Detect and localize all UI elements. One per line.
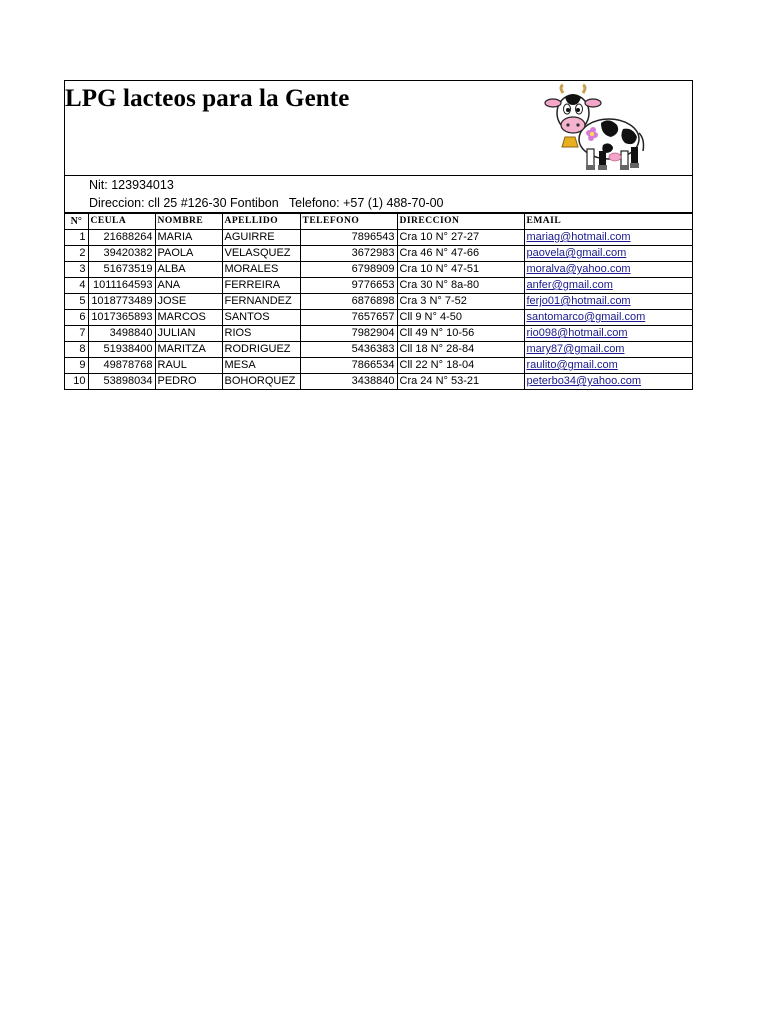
table-row (65, 230, 692, 246)
cell-direccion: Cra 10 N° 47-51 (397, 262, 524, 278)
spreadsheet-page (64, 80, 693, 390)
cell-email[interactable]: peterbo34@yahoo.com (524, 374, 692, 390)
cell-cedula: 51938400 (88, 342, 155, 358)
cell-direccion: Cll 22 N° 18-04 (397, 358, 524, 374)
cell-email[interactable]: ferjo01@hotmail.com (524, 294, 692, 310)
table-row (65, 374, 692, 390)
cell-telefono: 7866534 (300, 358, 397, 374)
cell-nombre: ANA (155, 278, 222, 294)
cell-cedula: 53898034 (88, 374, 155, 390)
cell-email[interactable]: mary87@gmail.com (524, 342, 692, 358)
cell-apellido: AGUIRRE (222, 230, 300, 246)
table-row (65, 246, 692, 262)
cell-nombre: JULIAN (155, 326, 222, 342)
header-apellido: APELLIDO (222, 214, 300, 230)
table-row (65, 294, 692, 310)
cell-number: 7 (65, 326, 88, 342)
cell-direccion: Cra 30 N° 8a-80 (397, 278, 524, 294)
page-title: LPG lacteos para la Gente (65, 85, 350, 112)
cell-direccion: Cra 3 N° 7-52 (397, 294, 524, 310)
cell-telefono: 5436383 (300, 342, 397, 358)
cell-telefono: 6876898 (300, 294, 397, 310)
header-direccion: DIRECCION (397, 214, 524, 230)
header-number: N° (65, 214, 88, 230)
cow-icon (543, 83, 647, 173)
cell-telefono: 6798909 (300, 262, 397, 278)
cell-direccion: Cra 10 N° 27-27 (397, 230, 524, 246)
cell-nombre: MARIA (155, 230, 222, 246)
cell-apellido: MORALES (222, 262, 300, 278)
table-row (65, 310, 692, 326)
cell-nombre: MARCOS (155, 310, 222, 326)
cell-apellido: VELASQUEZ (222, 246, 300, 262)
company-info (65, 176, 692, 213)
cell-cedula: 1018773489 (88, 294, 155, 310)
table-row (65, 262, 692, 278)
cell-number: 10 (65, 374, 88, 390)
header-nombre: NOMBRE (155, 214, 222, 230)
table-header-row (65, 214, 692, 230)
table-row (65, 278, 692, 294)
cell-number: 3 (65, 262, 88, 278)
cell-cedula: 21688264 (88, 230, 155, 246)
cell-email[interactable]: paovela@gmail.com (524, 246, 692, 262)
cell-telefono: 9776653 (300, 278, 397, 294)
cell-number: 9 (65, 358, 88, 374)
header-cedula: CEULA (88, 214, 155, 230)
cell-number: 8 (65, 342, 88, 358)
cell-direccion: Cra 46 N° 47-66 (397, 246, 524, 262)
cell-email[interactable]: raulito@gmail.com (524, 358, 692, 374)
cell-apellido: RIOS (222, 326, 300, 342)
cell-cedula: 3498840 (88, 326, 155, 342)
cell-email[interactable]: santomarco@gmail.com (524, 310, 692, 326)
cell-telefono: 3672983 (300, 246, 397, 262)
cell-cedula: 39420382 (88, 246, 155, 262)
header-section (65, 81, 692, 176)
cell-telefono: 3438840 (300, 374, 397, 390)
cell-number: 6 (65, 310, 88, 326)
cell-apellido: SANTOS (222, 310, 300, 326)
cell-apellido: BOHORQUEZ (222, 374, 300, 390)
cell-direccion: Cra 24 N° 53-21 (397, 374, 524, 390)
cell-apellido: FERREIRA (222, 278, 300, 294)
cell-nombre: ALBA (155, 262, 222, 278)
cell-nombre: JOSE (155, 294, 222, 310)
nit-text: Nit: 123934013 (89, 178, 174, 192)
cell-cedula: 1017365893 (88, 310, 155, 326)
cell-number: 1 (65, 230, 88, 246)
cell-telefono: 7982904 (300, 326, 397, 342)
header-email: EMAIL (524, 214, 692, 230)
cell-direccion: Cll 9 N° 4-50 (397, 310, 524, 326)
cell-apellido: MESA (222, 358, 300, 374)
table-row (65, 326, 692, 342)
cell-email[interactable]: rio098@hotmail.com (524, 326, 692, 342)
cell-direccion: Cll 18 N° 28-84 (397, 342, 524, 358)
address-phone-text: Direccion: cll 25 #126-30 Fontibon Telefono: +57 (1) 488-70-00 (89, 196, 444, 210)
cell-nombre: PAOLA (155, 246, 222, 262)
cell-number: 5 (65, 294, 88, 310)
clients-table (65, 213, 692, 389)
cell-telefono: 7896543 (300, 230, 397, 246)
cell-email[interactable]: mariag@hotmail.com (524, 230, 692, 246)
cell-apellido: RODRIGUEZ (222, 342, 300, 358)
cell-direccion: Cll 49 N° 10-56 (397, 326, 524, 342)
cell-cedula: 1011164593 (88, 278, 155, 294)
cell-nombre: RAUL (155, 358, 222, 374)
cell-cedula: 51673519 (88, 262, 155, 278)
cell-nombre: MARITZA (155, 342, 222, 358)
cell-cedula: 49878768 (88, 358, 155, 374)
cell-number: 4 (65, 278, 88, 294)
cell-telefono: 7657657 (300, 310, 397, 326)
table-row (65, 342, 692, 358)
table-row (65, 358, 692, 374)
cell-apellido: FERNANDEZ (222, 294, 300, 310)
cell-nombre: PEDRO (155, 374, 222, 390)
cell-email[interactable]: anfer@gmail.com (524, 278, 692, 294)
cell-number: 2 (65, 246, 88, 262)
header-telefono: TELEFONO (300, 214, 397, 230)
cell-email[interactable]: moralva@yahoo.com (524, 262, 692, 278)
